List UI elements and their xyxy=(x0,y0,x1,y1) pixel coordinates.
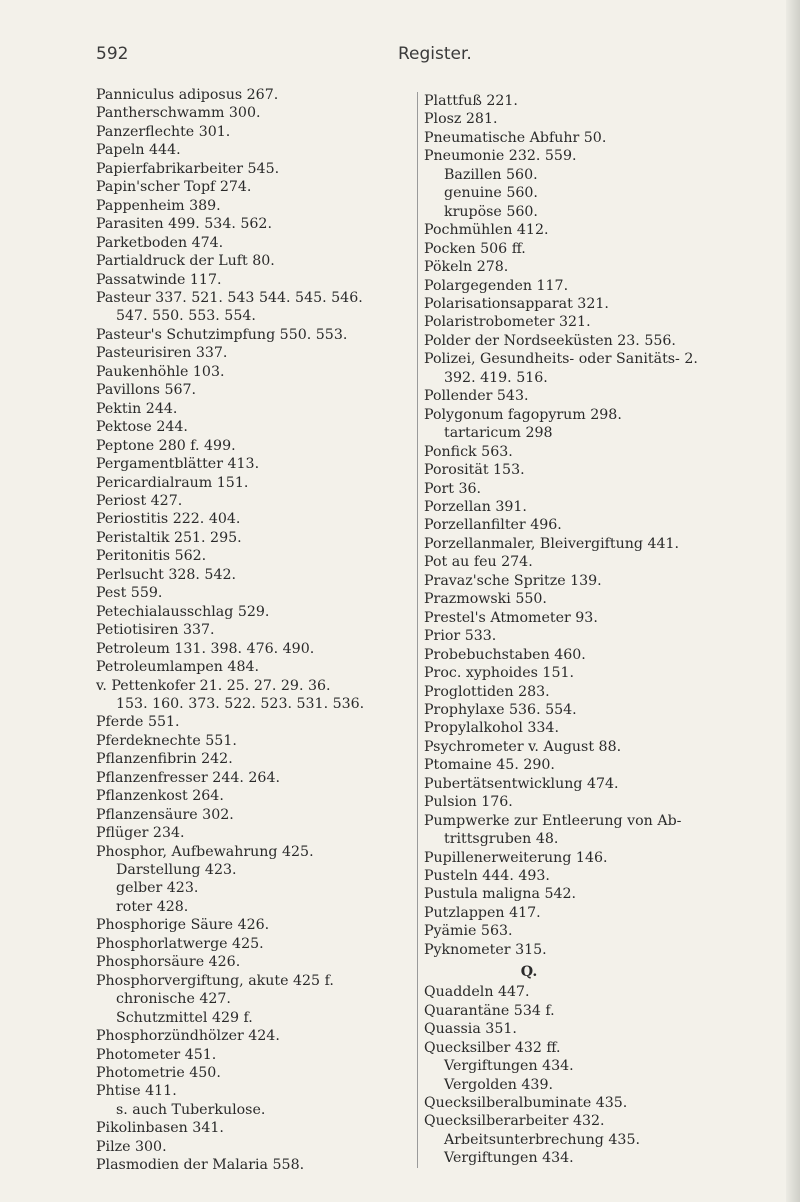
index-entry: Pericardialraum 151. xyxy=(96,474,249,491)
index-entry: Phosphorvergiftung, akute 425 f. xyxy=(96,972,334,989)
index-entry: Phosphorzündhölzer 424. xyxy=(96,1028,280,1045)
index-entry: 153. 160. 373. 522. 523. 531. 536. xyxy=(116,695,365,712)
index-entry: Pflanzensäure 302. xyxy=(96,806,234,823)
index-entry: Pflüger 234. xyxy=(96,825,185,842)
index-entry: s. auch Tuberkulose. xyxy=(116,1101,266,1118)
index-entry: Pavillons 567. xyxy=(96,382,197,399)
index-entry: Proglottiden 283. xyxy=(424,683,550,700)
index-entry: Phosphor, Aufbewahrung 425. xyxy=(96,843,314,860)
page-title: Register. xyxy=(398,44,472,64)
index-entry: Ptomaine 45. 290. xyxy=(424,757,555,774)
index-entry: Papeln 444. xyxy=(96,142,181,159)
index-entry: tartaricum 298 xyxy=(444,425,553,442)
index-entry: Panniculus adiposus 267. xyxy=(96,87,279,103)
index-entry: Bazillen 560. xyxy=(444,166,538,183)
index-entry: Petroleum 131. 398. 476. 490. xyxy=(96,640,315,657)
index-entry: Phtise 411. xyxy=(96,1083,177,1100)
index-entry: Polder der Nordseeküsten 23. 556. xyxy=(424,332,676,349)
index-entry: Partialdruck der Luft 80. xyxy=(96,253,275,270)
index-entry: Polarisationsapparat 321. xyxy=(424,295,609,312)
index-entry: Papin'scher Topf 274. xyxy=(96,179,252,196)
index-entry: Darstellung 423. xyxy=(116,862,237,879)
index-entry: Porosität 153. xyxy=(424,462,525,479)
index-entry: Pektose 244. xyxy=(96,419,188,436)
index-column-left xyxy=(96,86,402,1175)
index-entry: Pyämie 563. xyxy=(424,923,513,940)
index-entry: Pasteur's Schutzimpfung 550. 553. xyxy=(96,326,348,343)
index-entry: Psychrometer v. August 88. xyxy=(424,738,622,755)
index-entry: Panzerflechte 301. xyxy=(96,123,231,140)
index-entry: Polygonum fagopyrum 298. xyxy=(424,406,622,423)
index-entry: Quecksilber 432 ff. xyxy=(424,1039,561,1056)
index-entry: Pest 559. xyxy=(96,585,163,602)
index-entry: Pocken 506 ff. xyxy=(424,240,526,257)
index-entry: Petroleumlampen 484. xyxy=(96,659,260,676)
index-entry: Pasteur 337. 521. 543 544. 545. 546. xyxy=(96,289,363,306)
index-entry: Quecksilberalbuminate 435. xyxy=(424,1095,628,1112)
index-entry: Propylalkohol 334. xyxy=(424,720,559,737)
page-header xyxy=(96,44,786,74)
index-entry: Parasiten 499. 534. 562. xyxy=(96,216,272,233)
index-entry: Pilze 300. xyxy=(96,1138,167,1155)
index-entry: Pferde 551. xyxy=(96,714,180,731)
index-entry: Pot au feu 274. xyxy=(424,554,533,571)
index-entry: Photometrie 450. xyxy=(96,1065,221,1082)
index-entry: Pflanzenkost 264. xyxy=(96,788,224,805)
index-entry: Prazmowski 550. xyxy=(424,591,547,608)
index-entry: Vergiftungen 434. xyxy=(444,1058,574,1075)
index-entry: krupöse 560. xyxy=(444,203,538,220)
index-column-right xyxy=(417,92,800,1168)
index-entry: Polizei, Gesundheits- oder Sanitäts- 2. xyxy=(424,351,698,368)
index-entry: Papierfabrikarbeiter 545. xyxy=(96,160,280,177)
index-entry: Ponfick 563. xyxy=(424,443,513,460)
index-entry: Porzellanmaler, Bleivergiftung 441. xyxy=(424,535,680,552)
index-entry: Pollender 543. xyxy=(424,388,529,405)
index-entry: Pasteurisiren 337. xyxy=(96,345,228,362)
index-entry: Schutzmittel 429 f. xyxy=(116,1009,253,1026)
index-entry: Pikolinbasen 341. xyxy=(96,1120,224,1137)
index-entry: Pflanzenfibrin 242. xyxy=(96,751,233,768)
index-entry: Perlsucht 328. 542. xyxy=(96,566,237,583)
index-entry: Phosphorlatwerge 425. xyxy=(96,935,264,952)
index-entry: Vergolden 439. xyxy=(444,1076,553,1093)
index-entry: Plosz 281. xyxy=(424,111,498,128)
index-entry: Pantherschwamm 300. xyxy=(96,105,261,122)
index-entry: Pumpwerke zur Entleerung von Ab- xyxy=(424,812,682,829)
index-entry: Pökeln 278. xyxy=(424,259,509,276)
index-entry: Quarantäne 534 f. xyxy=(424,1002,555,1019)
index-entry: Pflanzenfresser 244. 264. xyxy=(96,769,280,786)
index-entry: Quaddeln 447. xyxy=(424,984,530,1001)
index-entry: Pyknometer 315. xyxy=(424,941,547,958)
index-entry: Phosphorsäure 426. xyxy=(96,954,241,971)
index-entry: Pneumonie 232. 559. xyxy=(424,148,577,165)
index-entry: Pustula maligna 542. xyxy=(424,886,577,903)
index-entry: 392. 419. 516. xyxy=(444,369,548,386)
index-entry: Pusteln 444. 493. xyxy=(424,868,550,885)
index-entry: Petechialausschlag 529. xyxy=(96,603,270,620)
index-entry: trittsgruben 48. xyxy=(444,831,559,848)
index-entry: Pneumatische Abfuhr 50. xyxy=(424,129,607,146)
index-entry: gelber 423. xyxy=(116,880,199,897)
index-entry: Pektin 244. xyxy=(96,400,178,417)
section-letter: Q. xyxy=(520,964,538,981)
index-entry: Plattfuß 221. xyxy=(424,93,518,109)
index-entry: Putzlappen 417. xyxy=(424,904,541,921)
index-entry: Proc. xyphoides 151. xyxy=(424,665,575,682)
index-entry: Plasmodien der Malaria 558. xyxy=(96,1157,305,1174)
index-entry: Peristaltik 251. 295. xyxy=(96,529,242,546)
index-entry: Pferdeknechte 551. xyxy=(96,732,237,749)
index-entry: Pupillenerweiterung 146. xyxy=(424,849,608,866)
index-entry: Prestel's Atmometer 93. xyxy=(424,609,598,626)
index-entry: Probebuchstaben 460. xyxy=(424,646,586,663)
index-entry: Parketboden 474. xyxy=(96,234,224,251)
index-entry: Peptone 280 f. 499. xyxy=(96,437,236,454)
index-entry: Pravaz'sche Spritze 139. xyxy=(424,572,602,589)
index-entry: Pergamentblätter 413. xyxy=(96,456,260,473)
index-entry: Pulsion 176. xyxy=(424,794,513,811)
index-entry: v. Pettenkofer 21. 25. 27. 29. 36. xyxy=(96,677,331,694)
index-entry: Port 36. xyxy=(424,480,482,497)
index-entry: Periostitis 222. 404. xyxy=(96,511,241,528)
index-entry: genuine 560. xyxy=(444,185,538,202)
index-entry: Pochmühlen 412. xyxy=(424,222,549,239)
index-entry: Arbeitsunterbrechung 435. xyxy=(444,1131,640,1148)
index-entry: Vergiftungen 434. xyxy=(444,1150,574,1167)
index-entry: Photometer 451. xyxy=(96,1046,217,1063)
index-entry: Quecksilberarbeiter 432. xyxy=(424,1113,605,1130)
index-entry: Polaristrobometer 321. xyxy=(424,314,591,331)
index-entry: Paukenhöhle 103. xyxy=(96,363,225,380)
index-entry: Phosphorige Säure 426. xyxy=(96,917,270,934)
index-entry: chronische 427. xyxy=(116,991,231,1008)
page-number: 592 xyxy=(96,44,129,64)
index-entry: Polargegenden 117. xyxy=(424,277,569,294)
index-entry: Porzellanfilter 496. xyxy=(424,517,562,534)
index-entry: Porzellan 391. xyxy=(424,498,527,515)
index-entry: Peritonitis 562. xyxy=(96,548,207,565)
index-entry: Prior 533. xyxy=(424,628,497,645)
index-entry: Pubertätsentwicklung 474. xyxy=(424,775,619,792)
index-entry: 547. 550. 553. 554. xyxy=(116,308,256,325)
index-entry: roter 428. xyxy=(116,898,189,915)
index-entry: Periost 427. xyxy=(96,492,183,509)
index-entry: Quassia 351. xyxy=(424,1021,517,1038)
index-entry: Passatwinde 117. xyxy=(96,271,222,288)
index-entry: Prophylaxe 536. 554. xyxy=(424,701,577,718)
index-entry: Petiotisiren 337. xyxy=(96,622,215,639)
index-entry: Pappenheim 389. xyxy=(96,197,221,214)
